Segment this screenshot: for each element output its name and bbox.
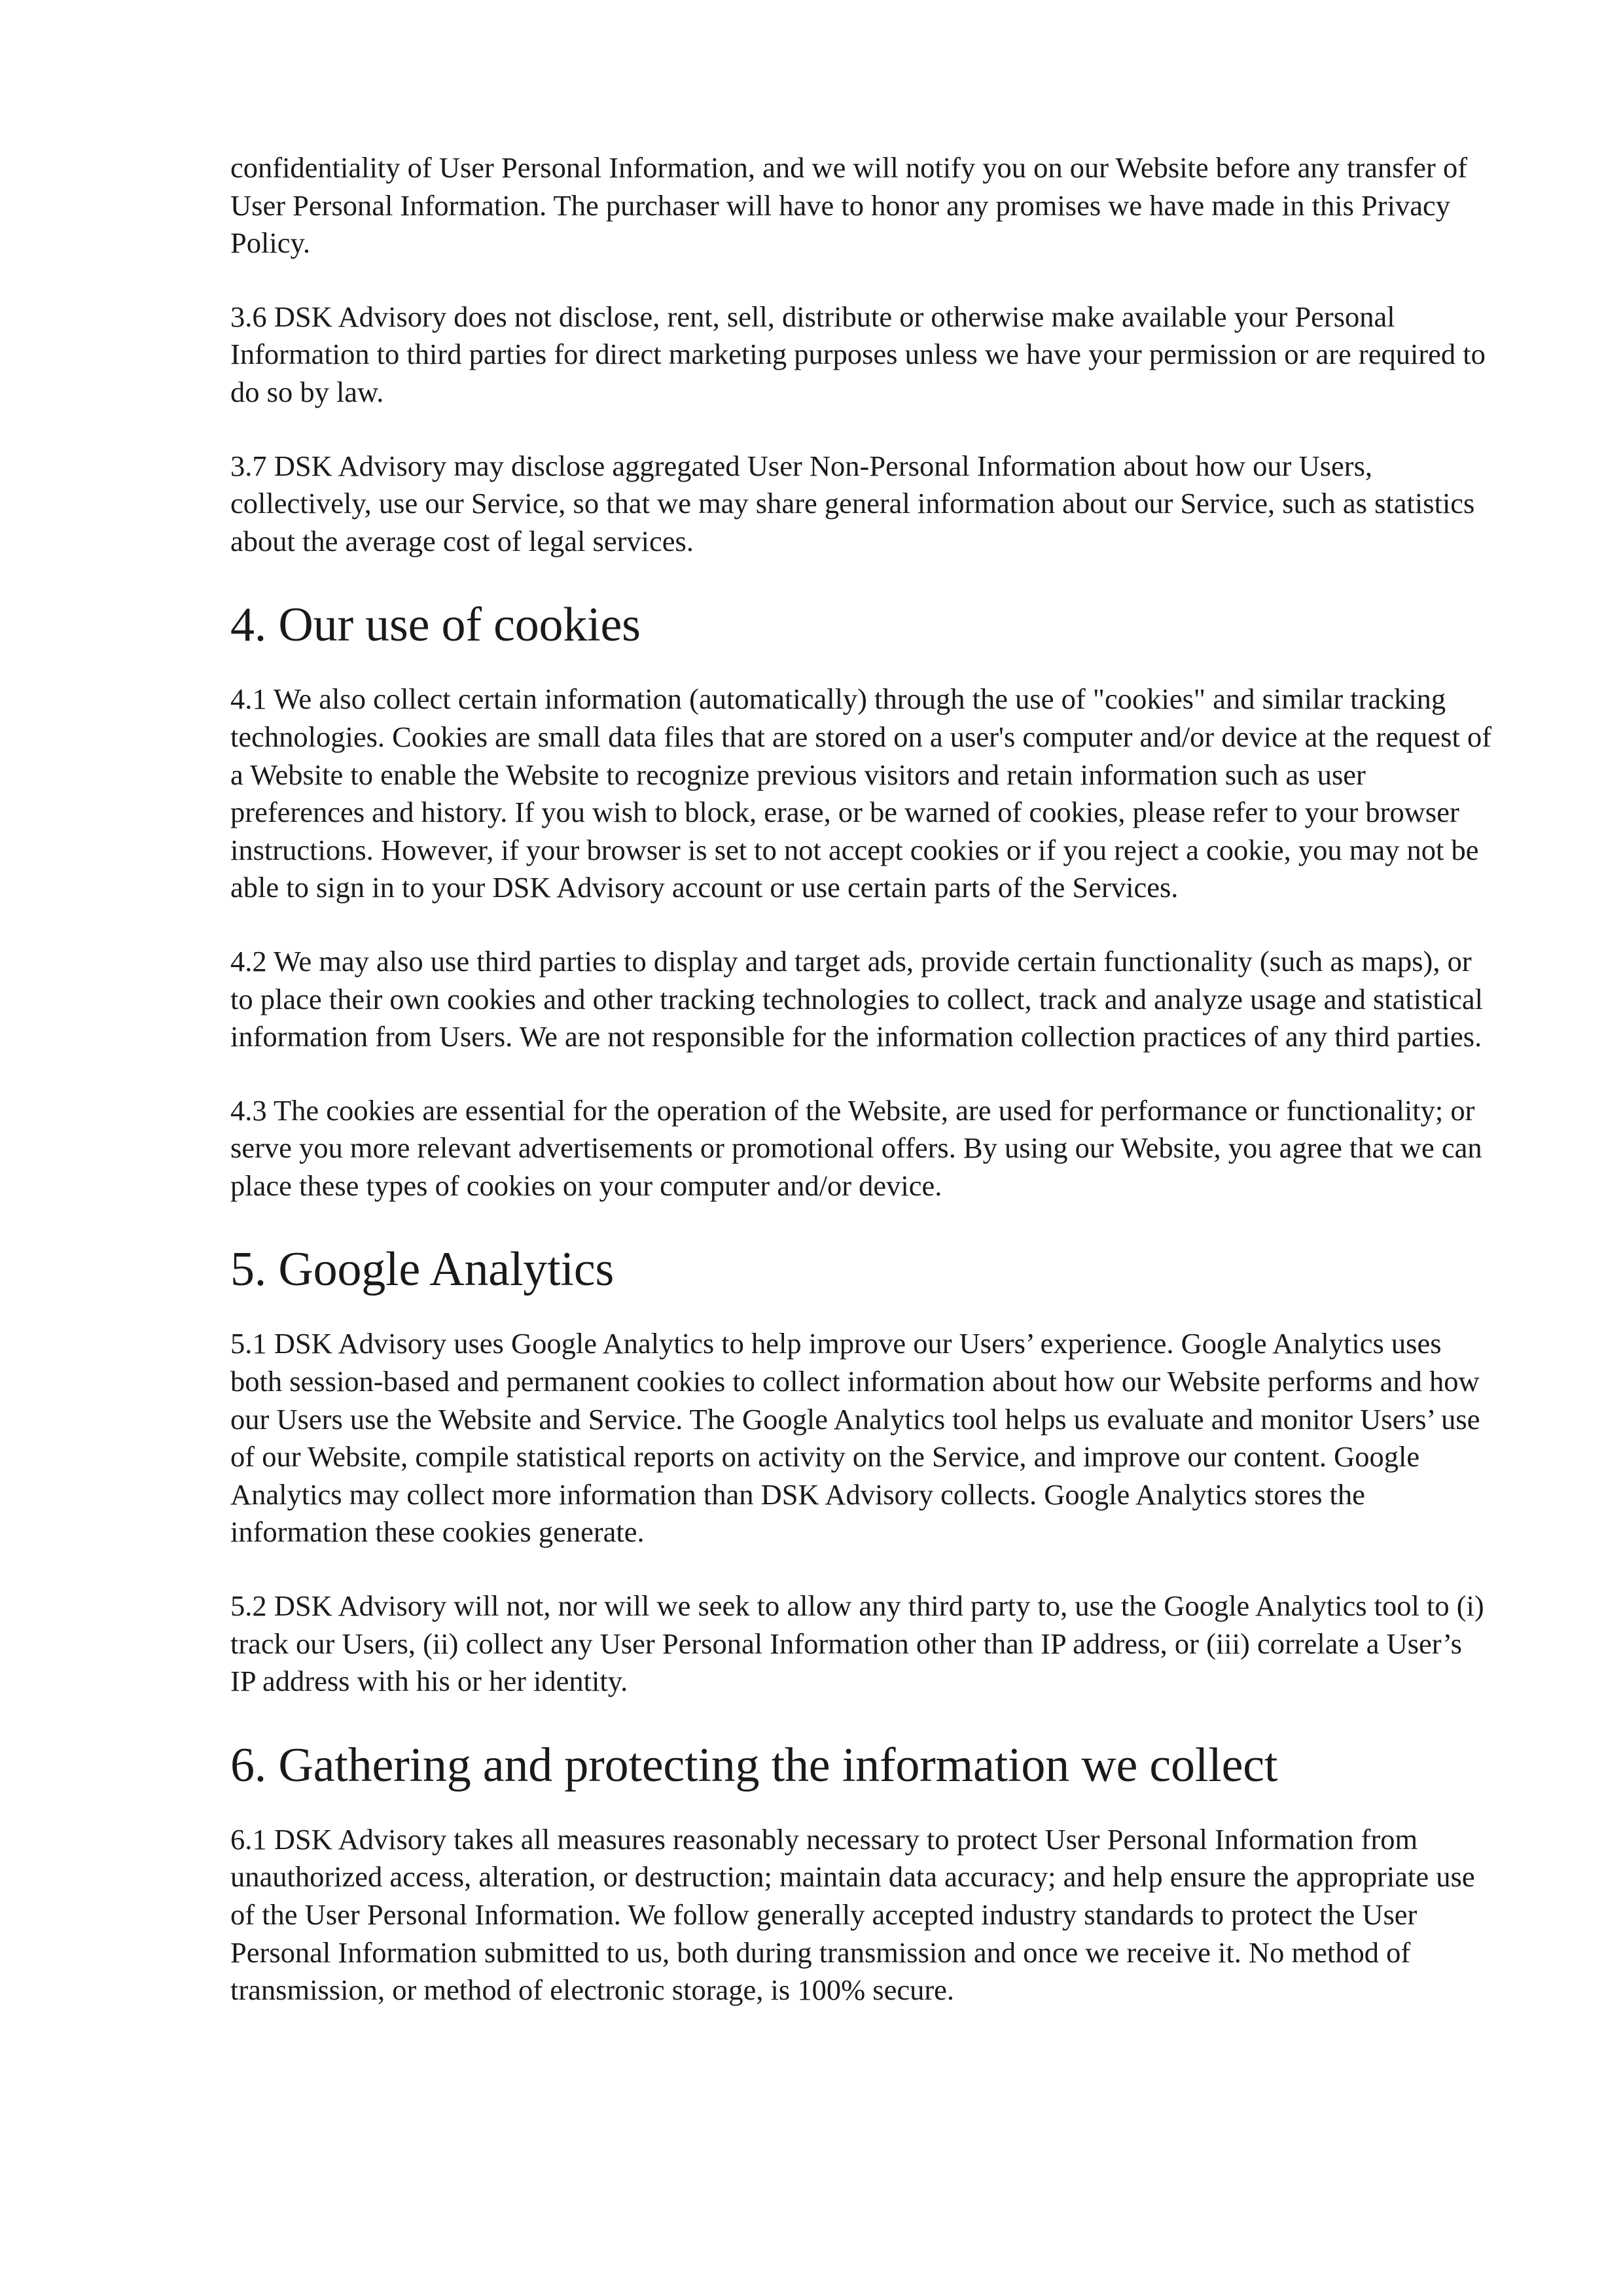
paragraph-4-1: 4.1 We also collect certain information (automatically) through the use of "cookies" and similar tracking technologies. Cookies are small data files that are stored on a user's computer and/or device at the request of a Website to enable the Website to recognize previous visitors and retain information such as user preferences and history. If you wish to block, erase, or be warned of cookies, please refer to your browser instructions. However, if your browser is set to not accept cookies or if you reject a cookie, you may not be able to sign in to your DSK Advisory account or use certain parts of the Services. [230,682,1492,904]
paragraph-3-6: 3.6 DSK Advisory does not disclose, rent, sell, distribute or otherwise make available your Personal Information to third parties for direct marketing purposes unless we have your permission or are required to do so by law. [230,300,1486,408]
section-heading-cookies: 4. Our use of cookies [230,598,641,652]
paragraph-4-3: 4.3 The cookies are essential for the operation of the Website, are used for performance or functionality; or serve you more relevant advertisements or promotional offers. By using our Website, you agree that we can place these types of cookies on your computer and/or device. [230,1093,1482,1202]
section-heading-gathering-protecting: 6. Gathering and protecting the information we collect [230,1738,1278,1792]
section-heading-google-analytics: 5. Google Analytics [230,1243,615,1297]
paragraph-3-5-continued: confidentiality of User Personal Information, and we will notify you on our Website before any transfer of User Personal Information. The purchaser will have to honor any promises we have made in this Privacy Policy. [230,151,1468,260]
paragraph-5-2: 5.2 DSK Advisory will not, nor will we seek to allow any third party to, use the Google Analytics tool to (i) track our Users, (ii) collect any User Personal Information other than IP address, or (iii) correlate a User’s IP address with his or her identity. [230,1589,1484,1698]
paragraph-5-1: 5.1 DSK Advisory uses Google Analytics to help improve our Users’ experience. Google Analytics uses both session-based and permanent cookies to collect information about how our Website performs and how our Users use the Website and Service. The Google Analytics tool helps us evaluate and monitor Users’ use of our Website, compile statistical reports on activity on the Service, and improve our content. Google Analytics may collect more information than DSK Advisory collects. Google Analytics stores the information these cookies generate. [230,1327,1480,1549]
document-page [230,149,1493,2009]
paragraph-6-1: 6.1 DSK Advisory takes all measures reasonably necessary to protect User Personal Information from unauthorized access, alteration, or destruction; maintain data accuracy; and help ensure the appropriate use of the User Personal Information. We follow generally accepted industry standards to protect the User Personal Information submitted to us, both during transmission and once we receive it. No method of transmission, or method of electronic storage, is 100% secure. [230,1822,1475,2007]
paragraph-3-7: 3.7 DSK Advisory may disclose aggregated User Non-Personal Information about how our Users, collectively, use our Service, so that we may share general information about our Service, such as statistics about the average cost of legal services. [230,449,1475,557]
paragraph-4-2: 4.2 We may also use third parties to display and target ads, provide certain functionality (such as maps), or to place their own cookies and other tracking technologies to collect, track and analyze usage and statistical information from Users. We are not responsible for the information collection practices of any third parties. [230,944,1484,1053]
